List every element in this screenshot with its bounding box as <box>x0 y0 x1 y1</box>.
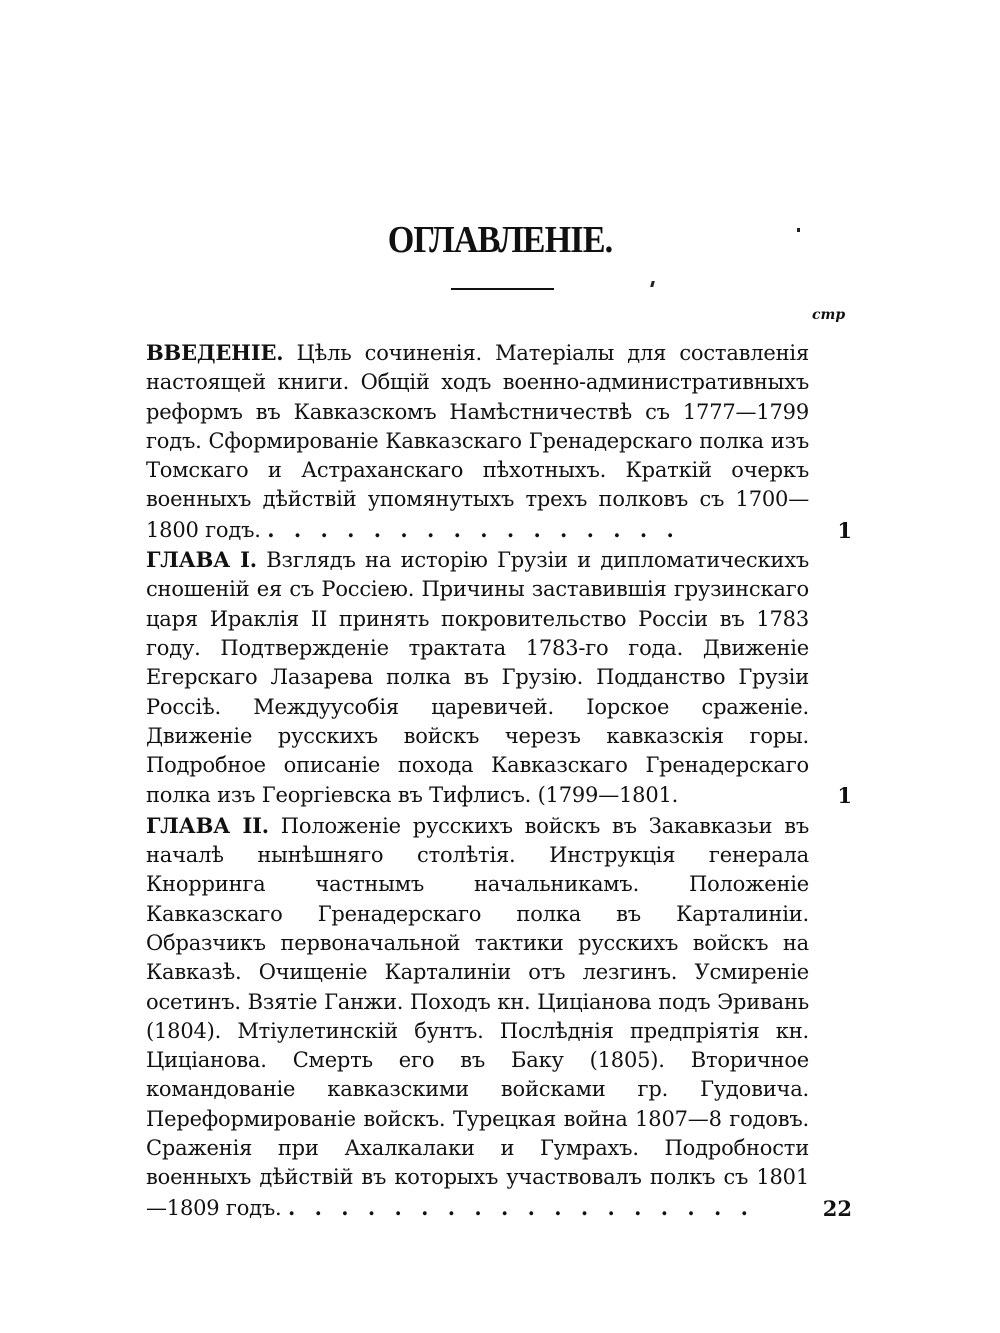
toc-entry-description: Положеніе русскихъ войскъ въ Закавказьи въ началѣ нынѣшняго столѣтія. Инструкція генерала Кнорринга частнымъ начальникамъ. Положеніе Кавказскаго Гренадерскаго полка въ Карталиніи. Образчикъ первоначальной тактики русскихъ войскъ на Кавказѣ. Очищеніе Карталиніи отъ лезгинъ. Усмиреніе осетинъ. Взятіе Ганжи. Походъ кн. Циціанова подъ Эривань (1804). Мтіулетинскій бунтъ. Послѣднія предпріятія кн. Циціанова. Смерть его въ Баку (1805). Вторичное командованіе кавказскими войсками гр. Гудовича. Переформированіе войскъ. Турецкая война 1807—8 годовъ. Сраженія при Ахалкалаки и Гумрахъ. Подробности военныхъ дѣйствій въ которыхъ участвовалъ полкъ съ 1801—1809 годъ. <box>146 813 809 1220</box>
dot-leader: . . . . . . . . . . . . . . . . . . <box>288 1194 754 1220</box>
toc-entry-page-number: 1 <box>837 783 852 809</box>
page-column-label: стр <box>812 307 846 323</box>
toc-entry-heading: ВВЕДЕНІЕ. <box>146 340 284 365</box>
toc-entry-description: Взглядъ на исторію Грузіи и дипломатическихъ сношеній ея съ Россіею. Причины заставившія грузинскаго царя Ираклія II принять покровительство Россіи въ 1783 году. Подтвержденіе трактата 1783-го года. Движеніе Егерскаго Лазарева полка въ Грузію. Подданство Грузіи Россіѣ. Междуусобія царевичей. Іорское сраженіе. Движеніе русскихъ войскъ черезъ кавказскія горы. Подробное описаніе похода Кавказскаго Гренадерскаго полка изъ Георгіевска въ Тифлисъ. (1799—1801. <box>146 548 809 808</box>
toc-entry-introduction <box>146 338 858 545</box>
toc-entry-text <box>146 545 809 811</box>
toc-entry-heading: ГЛАВА II. <box>146 812 269 838</box>
ink-speck <box>650 281 655 287</box>
toc-entry-text <box>146 338 809 545</box>
table-of-contents <box>146 338 858 1223</box>
page-title: ОГЛАВЛЕНІЕ. <box>387 219 613 261</box>
toc-entry-description: Цѣль сочиненія. Матеріалы для составленія настоящей книги. Общій ходъ военно-административныхъ реформъ въ Кавказскомъ Намѣстничествѣ съ 1777—1799 годъ. Сформированіе Кавказскаго Гренадерскаго полка изъ Томскаго и Астраханскаго пѣхотныхъ. Краткій очеркъ военныхъ дѣйствій упомянутыхъ трехъ полковъ съ 1700— 1800 годъ. <box>146 341 809 542</box>
toc-entry-page-number: 22 <box>822 1195 852 1221</box>
toc-entry-text <box>146 811 809 1223</box>
toc-entry-chapter-1 <box>146 545 858 811</box>
toc-entry-chapter-2 <box>146 811 858 1223</box>
ink-speck <box>797 228 800 232</box>
title-rule <box>451 288 554 290</box>
toc-entry-page-number: 1 <box>837 517 852 543</box>
dot-leader: . . . . . . . . . . . . . . . . <box>267 516 680 542</box>
toc-entry-heading: ГЛАВА I. <box>146 547 257 573</box>
